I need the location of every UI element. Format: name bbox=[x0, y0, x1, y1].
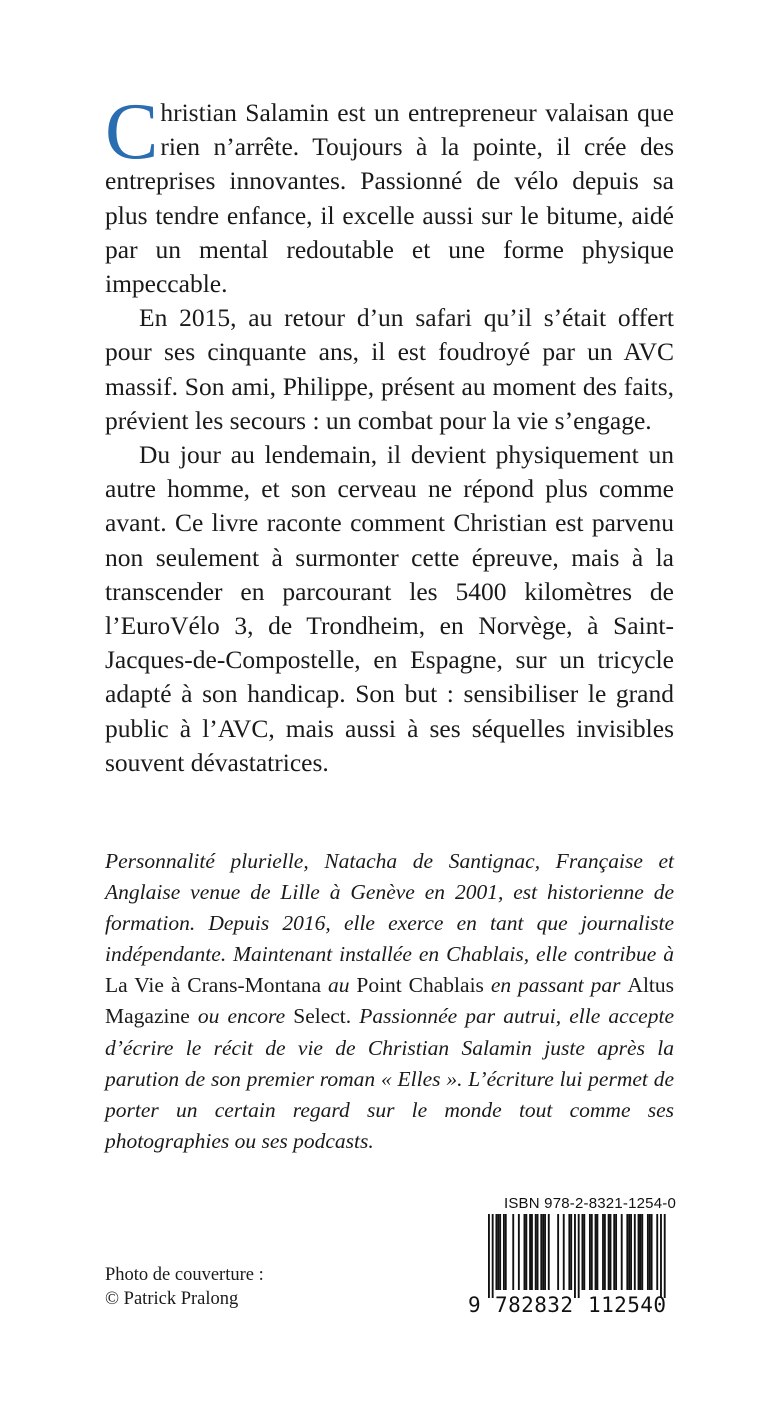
bio-segment: Select. bbox=[293, 1004, 352, 1029]
barcode-bar bbox=[544, 1214, 546, 1290]
barcode-bar bbox=[537, 1214, 539, 1290]
barcode-bar bbox=[628, 1214, 630, 1290]
barcode-bar bbox=[525, 1214, 527, 1290]
barcode-left-digits: 782832 bbox=[495, 1293, 573, 1314]
barcode-bar bbox=[651, 1214, 653, 1290]
barcode-bar bbox=[505, 1214, 507, 1290]
barcode-bar bbox=[608, 1214, 610, 1290]
barcode-bar bbox=[602, 1214, 604, 1290]
barcode-bar bbox=[649, 1214, 651, 1290]
barcode-bar bbox=[529, 1214, 531, 1290]
summary-paragraph-3: Du jour au lendemain, il devient physiquement un autre homme, et son cerveau ne répond plus comme avant. Ce livre raconte comment Christian est parvenu non seulement à surmonter cette épreuve, mais à la transcender en parcourant les 5400 kilomètres de l’EuroVélo 3, de Trondheim, en Norvège, à Saint-Jacques-de-Compostelle, en Espagne, sur un tricycle adapté à son handicap. Son but : sensibiliser le grand public à l’AVC, mais aussi à ses séquelles invisibles souvent dévastatrices. bbox=[105, 440, 674, 777]
barcode-bar bbox=[548, 1214, 550, 1290]
drop-cap: C bbox=[105, 88, 159, 176]
summary-paragraph-1-text: hristian Salamin est un entrepreneur valaisan que rien n’arrête. Toujours à la pointe, il crée des entreprises innovantes. Passionné de vélo depuis sa plus tendre enfance, il excelle aussi sur le bitume, aidé par un mental redoutable et une forme physique impeccable. bbox=[105, 98, 674, 299]
barcode-bar bbox=[589, 1214, 591, 1290]
barcode-bar bbox=[563, 1214, 565, 1290]
barcode-right-digits: 112540 bbox=[588, 1293, 666, 1314]
barcode-bar bbox=[615, 1214, 617, 1290]
barcode-bar bbox=[583, 1214, 585, 1290]
barcode-bar bbox=[495, 1214, 497, 1290]
barcode-bar bbox=[630, 1214, 632, 1290]
barcode-bar bbox=[568, 1214, 570, 1290]
barcode-bar bbox=[656, 1214, 658, 1290]
summary-paragraph-2: En 2015, au retour d’un safari qu’il s’était offert pour ses cinquante ans, il est foudroyé par un AVC massif. Son ami, Philippe, présent au moment des faits, prévient les secours : un combat pour la vie s’engage. bbox=[105, 303, 674, 435]
bio-segment: en passant par bbox=[483, 973, 628, 998]
author-biography bbox=[105, 846, 674, 1157]
barcode-bar bbox=[626, 1214, 628, 1290]
isbn-label: ISBN 978-2-8321-1254-0 bbox=[503, 1195, 676, 1212]
bio-segment: ou encore bbox=[189, 1004, 294, 1029]
bio-segment: La Vie à Crans-Montana bbox=[105, 973, 322, 998]
barcode-bar bbox=[488, 1214, 490, 1298]
bio-segment: Personnalité plurielle, Natacha de Santignac, Française et Anglaise venue de Lille à Genève en 2001, est historienne de formation. Depuis 2016, elle exerce en tant que journaliste indépendante. Maintenant installée en Chablais, elle contribue à bbox=[105, 849, 674, 967]
barcode-bar bbox=[664, 1214, 666, 1298]
barcode-bar bbox=[641, 1214, 643, 1290]
barcode-bar bbox=[610, 1214, 612, 1290]
summary-paragraph-1 bbox=[105, 88, 674, 301]
bio-segment: Passionnée par autrui, elle accepte d’écrire le récit de vie de Christian Salamin juste après la parution de son premier roman « Elles ». L’écriture lui permet de porter un certain regard sur le monde tout comme ses photographies ou ses podcasts. bbox=[105, 1004, 674, 1153]
photo-credit-name: © Patrick Pralong bbox=[105, 1289, 239, 1309]
barcode-bar bbox=[512, 1214, 514, 1290]
barcode-bar bbox=[531, 1214, 533, 1290]
barcode-bar bbox=[621, 1214, 623, 1290]
barcode-bar bbox=[542, 1214, 544, 1290]
barcode-bar bbox=[497, 1214, 499, 1290]
barcode-bar bbox=[578, 1214, 580, 1298]
barcode-bar-group bbox=[488, 1214, 666, 1298]
barcode-bar bbox=[639, 1214, 641, 1290]
barcode-bar bbox=[647, 1214, 649, 1290]
barcode-bar bbox=[492, 1214, 494, 1298]
barcode-bar bbox=[660, 1214, 662, 1298]
barcode-bar bbox=[574, 1214, 576, 1298]
barcode-bar bbox=[582, 1214, 584, 1290]
barcode-bar bbox=[634, 1214, 636, 1290]
barcode-bar bbox=[535, 1214, 537, 1290]
photo-credit-label: Photo de couverture : bbox=[105, 1265, 264, 1285]
barcode-bar bbox=[613, 1214, 615, 1290]
barcode-bar bbox=[524, 1214, 526, 1290]
book-summary bbox=[105, 88, 674, 780]
barcode-bar bbox=[638, 1214, 640, 1290]
barcode-bar bbox=[499, 1214, 501, 1290]
barcode-first-digit: 9 bbox=[468, 1293, 481, 1314]
bio-segment: Point Chablais bbox=[356, 973, 484, 998]
barcode-bar bbox=[570, 1214, 572, 1290]
barcode-bar bbox=[540, 1214, 542, 1290]
bio-segment: Altus Magazine bbox=[105, 973, 675, 1029]
barcode-bar bbox=[595, 1214, 597, 1290]
barcode-bar bbox=[557, 1214, 559, 1290]
photo-credit bbox=[105, 1263, 264, 1311]
barcode-bar bbox=[596, 1214, 598, 1290]
barcode-bar bbox=[518, 1214, 520, 1290]
barcode-bar bbox=[503, 1214, 505, 1290]
barcode-bar bbox=[591, 1214, 593, 1290]
isbn-barcode bbox=[468, 1196, 678, 1316]
barcode-bar bbox=[604, 1214, 606, 1290]
bio-segment: au bbox=[321, 973, 357, 998]
barcode-bars bbox=[468, 1214, 678, 1314]
